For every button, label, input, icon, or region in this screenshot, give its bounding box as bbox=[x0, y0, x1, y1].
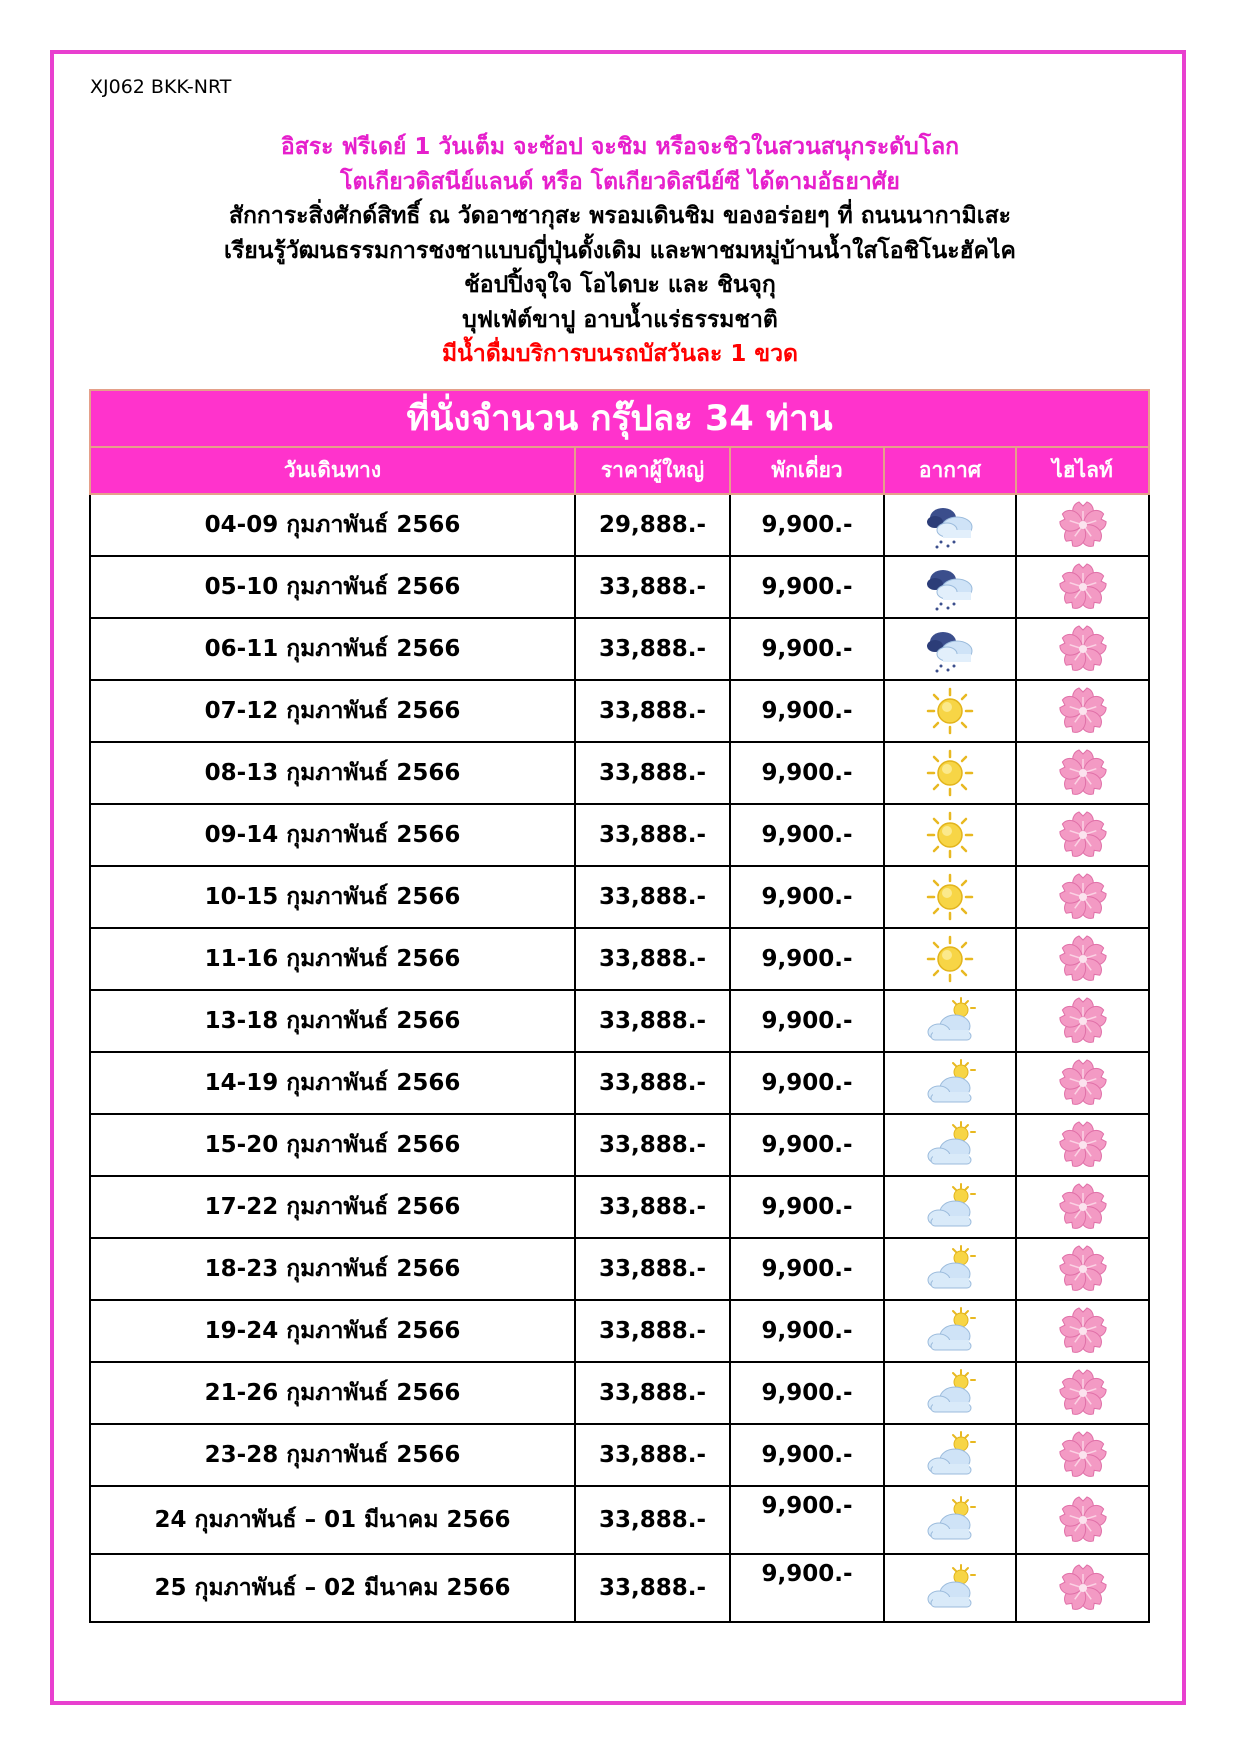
weather-cell bbox=[884, 1486, 1016, 1554]
partly-cloudy-icon bbox=[921, 1495, 979, 1545]
single-supplement bbox=[730, 680, 884, 742]
highlight-cell bbox=[1016, 1176, 1149, 1238]
single-supplement bbox=[730, 618, 884, 680]
travel-date: 09-14 กุมภาพันธ์ 2566 bbox=[90, 804, 575, 866]
travel-date: 19-24 กุมภาพันธ์ 2566 bbox=[90, 1300, 575, 1362]
single-supplement bbox=[730, 1052, 884, 1114]
table-row bbox=[90, 866, 1149, 928]
weather-cell bbox=[884, 494, 1016, 556]
table-banner-row bbox=[90, 390, 1149, 447]
single-supplement bbox=[730, 1176, 884, 1238]
travel-date: 13-18 กุมภาพันธ์ 2566 bbox=[90, 990, 575, 1052]
adult-price: 33,888.- bbox=[575, 742, 730, 804]
travel-date: 24 กุมภาพันธ์ – 01 มีนาคม 2566 bbox=[90, 1486, 575, 1554]
intro-line-freeday: อิสระ ฟรีเดย์ 1 วันเต็ม จะช้อป จะชิม หรือจะชิวในสวนสนุกระดับโลก bbox=[280, 134, 960, 160]
highlight-cell bbox=[1016, 618, 1149, 680]
highlight-cell bbox=[1016, 1424, 1149, 1486]
weather-cell bbox=[884, 1424, 1016, 1486]
partly-cloudy-icon bbox=[921, 1182, 979, 1232]
travel-date: 23-28 กุมภาพันธ์ 2566 bbox=[90, 1424, 575, 1486]
highlight-cell bbox=[1016, 804, 1149, 866]
weather-cell bbox=[884, 1362, 1016, 1424]
partly-cloudy-icon bbox=[921, 1368, 979, 1418]
table-row bbox=[90, 494, 1149, 556]
table-row bbox=[90, 1554, 1149, 1622]
partly-cloudy-icon bbox=[921, 1120, 979, 1170]
sakura-icon bbox=[1057, 499, 1109, 551]
adult-price: 33,888.- bbox=[575, 1554, 730, 1622]
single-supplement-value: 9,900.- bbox=[761, 822, 853, 848]
table-row bbox=[90, 1114, 1149, 1176]
sun-icon bbox=[921, 748, 979, 798]
weather-cell bbox=[884, 928, 1016, 990]
weather-cell bbox=[884, 804, 1016, 866]
single-supplement-value: 9,900.- bbox=[761, 1194, 853, 1220]
tour-highlights bbox=[90, 130, 1150, 372]
rain-cloud-icon bbox=[921, 624, 979, 674]
sakura-icon bbox=[1057, 1494, 1109, 1546]
adult-price: 33,888.- bbox=[575, 556, 730, 618]
single-supplement bbox=[730, 928, 884, 990]
partly-cloudy-icon bbox=[921, 1058, 979, 1108]
adult-price: 33,888.- bbox=[575, 1424, 730, 1486]
adult-price: 33,888.- bbox=[575, 990, 730, 1052]
single-supplement bbox=[730, 866, 884, 928]
table-row bbox=[90, 556, 1149, 618]
travel-date: 11-16 กุมภาพันธ์ 2566 bbox=[90, 928, 575, 990]
table-row bbox=[90, 1486, 1149, 1554]
rain-cloud-icon bbox=[921, 500, 979, 550]
sakura-icon bbox=[1057, 933, 1109, 985]
sun-icon bbox=[921, 686, 979, 736]
weather-cell bbox=[884, 1238, 1016, 1300]
table-row bbox=[90, 1300, 1149, 1362]
table-row bbox=[90, 742, 1149, 804]
weather-cell bbox=[884, 680, 1016, 742]
table-row bbox=[90, 990, 1149, 1052]
intro-line-tea: เรียนรู้วัฒนธรรมการชงชาแบบญี่ปุ่นดั้งเดิม และพาชมหมู่บ้านน้ำใสโอชิโนะฮัคไค bbox=[224, 237, 1016, 264]
adult-price: 33,888.- bbox=[575, 1052, 730, 1114]
single-supplement-value: 9,900.- bbox=[761, 512, 853, 538]
travel-date: 17-22 กุมภาพันธ์ 2566 bbox=[90, 1176, 575, 1238]
highlight-cell bbox=[1016, 1238, 1149, 1300]
weather-cell bbox=[884, 1176, 1016, 1238]
intro-line-buffet: บุฟเฟ่ต์ขาปู อาบน้ำแร่ธรรมชาติ bbox=[462, 306, 778, 333]
adult-price: 33,888.- bbox=[575, 1176, 730, 1238]
adult-price: 33,888.- bbox=[575, 1300, 730, 1362]
single-supplement-value: 9,900.- bbox=[761, 1561, 853, 1587]
sakura-icon bbox=[1057, 1367, 1109, 1419]
single-supplement bbox=[730, 804, 884, 866]
table-row bbox=[90, 1052, 1149, 1114]
single-supplement bbox=[730, 742, 884, 804]
table-row bbox=[90, 1238, 1149, 1300]
sun-icon bbox=[921, 872, 979, 922]
intro-line-asakusa: สักการะสิ่งศักด์สิทธิ์ ณ วัดอาซากุสะ พรอมเดินชิม ของอร่อยๆ ที่ ถนนนากามิเสะ bbox=[228, 203, 1012, 229]
header-date: วันเดินทาง bbox=[90, 447, 575, 494]
adult-price: 33,888.- bbox=[575, 1362, 730, 1424]
header-highlight: ไฮไลท์ bbox=[1016, 447, 1149, 494]
weather-cell bbox=[884, 1114, 1016, 1176]
intro-line-water: มีน้ำดื่มบริการบนรถบัสวันละ 1 ขวด bbox=[442, 341, 798, 367]
partly-cloudy-icon bbox=[921, 1563, 979, 1613]
single-supplement-value: 9,900.- bbox=[761, 760, 853, 786]
single-supplement bbox=[730, 990, 884, 1052]
adult-price: 33,888.- bbox=[575, 928, 730, 990]
highlight-cell bbox=[1016, 1300, 1149, 1362]
single-supplement bbox=[730, 494, 884, 556]
single-supplement bbox=[730, 1424, 884, 1486]
adult-price: 33,888.- bbox=[575, 1486, 730, 1554]
sakura-icon bbox=[1057, 1057, 1109, 1109]
highlight-cell bbox=[1016, 990, 1149, 1052]
sakura-icon bbox=[1057, 871, 1109, 923]
header-weather: อากาศ bbox=[884, 447, 1016, 494]
travel-date: 14-19 กุมภาพันธ์ 2566 bbox=[90, 1052, 575, 1114]
adult-price: 33,888.- bbox=[575, 804, 730, 866]
travel-date: 08-13 กุมภาพันธ์ 2566 bbox=[90, 742, 575, 804]
sakura-icon bbox=[1057, 1305, 1109, 1357]
highlight-cell bbox=[1016, 556, 1149, 618]
table-row bbox=[90, 1424, 1149, 1486]
partly-cloudy-icon bbox=[921, 996, 979, 1046]
travel-date: 07-12 กุมภาพันธ์ 2566 bbox=[90, 680, 575, 742]
table-row bbox=[90, 1362, 1149, 1424]
table-row bbox=[90, 680, 1149, 742]
seat-count-banner: ที่นั่งจำนวน กรุ๊ปละ 34 ท่าน bbox=[90, 390, 1149, 447]
sakura-icon bbox=[1057, 1181, 1109, 1233]
intro-line-disney: โตเกียวดิสนีย์แลนด์ หรือ โตเกียวดิสนีย์ซี ได้ตามอัธยาศัย bbox=[340, 168, 900, 195]
sakura-icon bbox=[1057, 1562, 1109, 1614]
highlight-cell bbox=[1016, 1114, 1149, 1176]
single-supplement-value: 9,900.- bbox=[761, 698, 853, 724]
weather-cell bbox=[884, 556, 1016, 618]
travel-date: 25 กุมภาพันธ์ – 02 มีนาคม 2566 bbox=[90, 1554, 575, 1622]
single-supplement-value: 9,900.- bbox=[761, 946, 853, 972]
departure-table bbox=[89, 389, 1150, 1623]
sakura-icon bbox=[1057, 747, 1109, 799]
intro-line-shopping: ช้อปปิ้งจุใจ โอไดบะ และ ชินจุกุ bbox=[464, 272, 776, 298]
table-row bbox=[90, 1176, 1149, 1238]
highlight-cell bbox=[1016, 866, 1149, 928]
weather-cell bbox=[884, 1300, 1016, 1362]
highlight-cell bbox=[1016, 1486, 1149, 1554]
single-supplement-value: 9,900.- bbox=[761, 1493, 853, 1519]
travel-date: 05-10 กุมภาพันธ์ 2566 bbox=[90, 556, 575, 618]
sakura-icon bbox=[1057, 1429, 1109, 1481]
partly-cloudy-icon bbox=[921, 1430, 979, 1480]
single-supplement bbox=[730, 1238, 884, 1300]
single-supplement-value: 9,900.- bbox=[761, 1256, 853, 1282]
sun-icon bbox=[921, 934, 979, 984]
highlight-cell bbox=[1016, 494, 1149, 556]
adult-price: 33,888.- bbox=[575, 680, 730, 742]
partly-cloudy-icon bbox=[921, 1306, 979, 1356]
travel-date: 06-11 กุมภาพันธ์ 2566 bbox=[90, 618, 575, 680]
weather-cell bbox=[884, 1052, 1016, 1114]
sakura-icon bbox=[1057, 1243, 1109, 1295]
sakura-icon bbox=[1057, 561, 1109, 613]
single-supplement bbox=[730, 1114, 884, 1176]
adult-price: 33,888.- bbox=[575, 866, 730, 928]
single-supplement bbox=[730, 1362, 884, 1424]
travel-date: 21-26 กุมภาพันธ์ 2566 bbox=[90, 1362, 575, 1424]
weather-cell bbox=[884, 1554, 1016, 1622]
single-supplement-value: 9,900.- bbox=[761, 1070, 853, 1096]
highlight-cell bbox=[1016, 742, 1149, 804]
highlight-cell bbox=[1016, 1554, 1149, 1622]
rain-cloud-icon bbox=[921, 562, 979, 612]
highlight-cell bbox=[1016, 1362, 1149, 1424]
single-supplement-value: 9,900.- bbox=[761, 1318, 853, 1344]
travel-date: 18-23 กุมภาพันธ์ 2566 bbox=[90, 1238, 575, 1300]
adult-price: 29,888.- bbox=[575, 494, 730, 556]
header-single-supplement: พักเดี่ยว bbox=[730, 447, 884, 494]
table-row bbox=[90, 928, 1149, 990]
sakura-icon bbox=[1057, 623, 1109, 675]
weather-cell bbox=[884, 618, 1016, 680]
single-supplement-value: 9,900.- bbox=[761, 574, 853, 600]
single-supplement-value: 9,900.- bbox=[761, 636, 853, 662]
single-supplement-value: 9,900.- bbox=[761, 884, 853, 910]
adult-price: 33,888.- bbox=[575, 1238, 730, 1300]
header-adult-price: ราคาผู้ใหญ่ bbox=[575, 447, 730, 494]
single-supplement-value: 9,900.- bbox=[761, 1442, 853, 1468]
sakura-icon bbox=[1057, 685, 1109, 737]
travel-date: 15-20 กุมภาพันธ์ 2566 bbox=[90, 1114, 575, 1176]
sun-icon bbox=[921, 810, 979, 860]
single-supplement-value: 9,900.- bbox=[761, 1380, 853, 1406]
single-supplement-value: 9,900.- bbox=[761, 1008, 853, 1034]
partly-cloudy-icon bbox=[921, 1244, 979, 1294]
single-supplement bbox=[730, 1486, 884, 1554]
highlight-cell bbox=[1016, 680, 1149, 742]
weather-cell bbox=[884, 866, 1016, 928]
adult-price: 33,888.- bbox=[575, 618, 730, 680]
adult-price: 33,888.- bbox=[575, 1114, 730, 1176]
single-supplement-value: 9,900.- bbox=[761, 1132, 853, 1158]
weather-cell bbox=[884, 742, 1016, 804]
highlight-cell bbox=[1016, 1052, 1149, 1114]
single-supplement bbox=[730, 1554, 884, 1622]
sakura-icon bbox=[1057, 809, 1109, 861]
sakura-icon bbox=[1057, 995, 1109, 1047]
table-row bbox=[90, 804, 1149, 866]
weather-cell bbox=[884, 990, 1016, 1052]
single-supplement bbox=[730, 556, 884, 618]
travel-date: 04-09 กุมภาพันธ์ 2566 bbox=[90, 494, 575, 556]
single-supplement bbox=[730, 1300, 884, 1362]
tour-code: XJ062 BKK-NRT bbox=[90, 76, 232, 98]
sakura-icon bbox=[1057, 1119, 1109, 1171]
travel-date: 10-15 กุมภาพันธ์ 2566 bbox=[90, 866, 575, 928]
table-row bbox=[90, 618, 1149, 680]
highlight-cell bbox=[1016, 928, 1149, 990]
table-header-row bbox=[90, 447, 1149, 494]
